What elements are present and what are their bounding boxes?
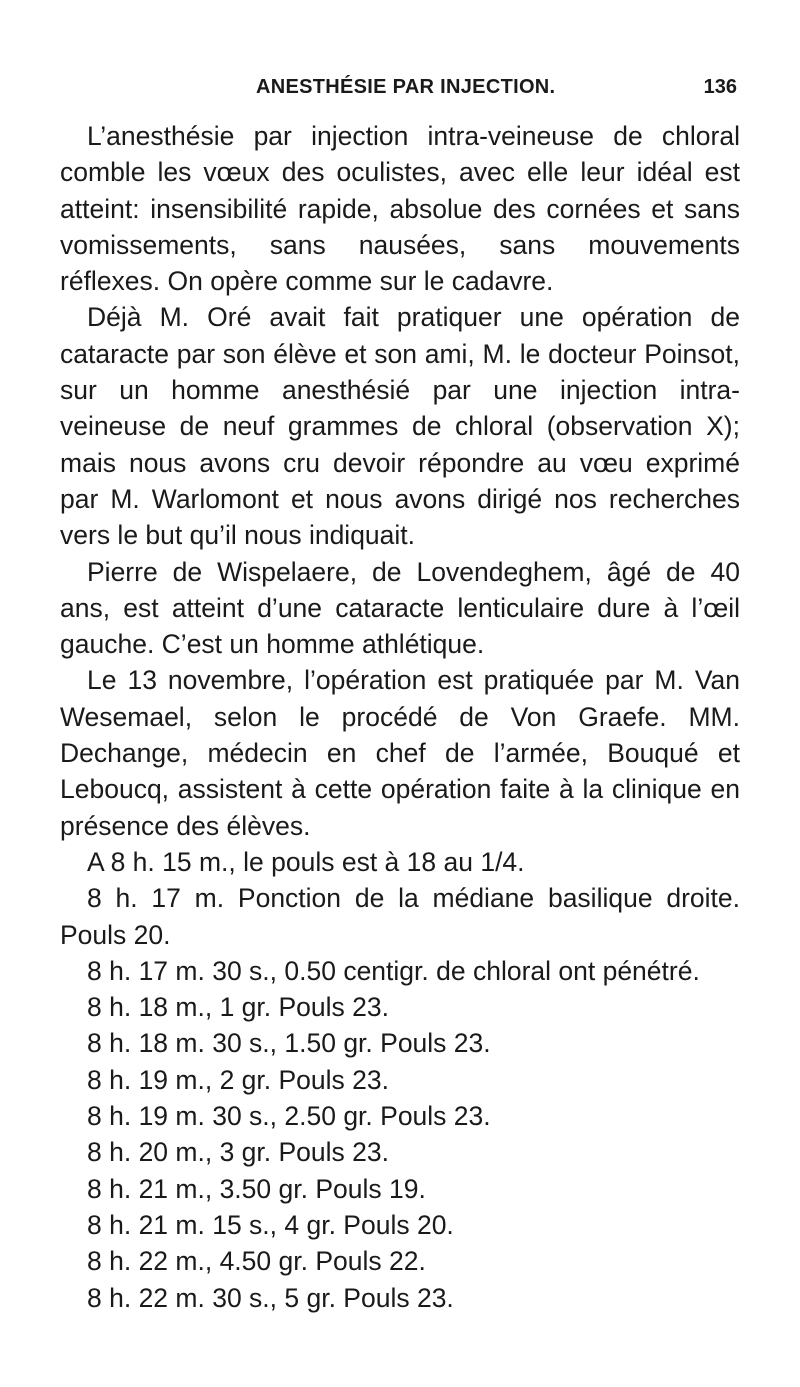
paragraph: A 8 h. 15 m., le pouls est à 18 au 1/4. [87,846,525,877]
log-entry: 8 h. 21 m., 3.50 gr. Pouls 19. [87,1173,426,1204]
log-entry: 8 h. 21 m. 15 s., 4 gr. Pouls 20. [87,1209,454,1240]
paragraph: Déjà M. Oré avait fait pratiquer une opération de cataracte par son élève et son ami, M. le docteur Poinsot, sur un homme anesthésié par une injection intra-veineuse de neuf grammes de chloral (observation X); mais nous avons cru devoir répondre au vœu exprimé par M. Warlomont et nous avons dirigé nos recherches vers le but qu’il nous indiquait. [60,302,740,551]
paragraph: Le 13 novembre, l’opération est pratiquée par M. Van Wesemael, selon le procédé de Von Graefe. MM. Dechange, médecin en chef de l’armée, Bouqué et Leboucq, assistent à cette opération faite à la clinique en présence des élèves. [60,665,740,841]
log-entry: 8 h. 20 m., 3 gr. Pouls 23. [87,1137,389,1168]
log-entry: 8 h. 22 m., 4.50 gr. Pouls 22. [87,1246,426,1277]
running-header [0,76,800,106]
page-body [60,118,740,1316]
log-entry: 8 h. 18 m. 30 s., 1.50 gr. Pouls 23. [87,1028,491,1059]
log-entry: 8 h. 18 m., 1 gr. Pouls 23. [87,992,389,1023]
header-title: ANESTHÉSIE PAR INJECTION. [256,76,556,98]
log-entry: 8 h. 17 m. 30 s., 0.50 centigr. de chloral ont pénétré. [87,955,700,986]
log-entry: 8 h. 19 m. 30 s., 2.50 gr. Pouls 23. [87,1101,491,1132]
paragraph: 8 h. 17 m. Ponction de la médiane basilique droite. Pouls 20. [60,883,740,950]
log-entry: 8 h. 19 m., 2 gr. Pouls 23. [87,1064,389,1095]
paragraph: Pierre de Wispelaere, de Lovendeghem, âgé de 40 ans, est atteint d’une cataracte lenticulaire dure à l’œil gauche. C’est un homme athlétique. [60,556,740,660]
page-number: 136 [703,76,737,98]
paragraph: L’anesthésie par injection intra-veineuse de chloral comble les vœux des oculistes, avec elle leur idéal est atteint: insensibilité rapide, absolue des cornées et sans vomissements, sans nausées, sans mouvements réflexes. On opère comme sur le cadavre. [60,121,740,297]
observation-log [60,953,740,1316]
log-entry: 8 h. 22 m. 30 s., 5 gr. Pouls 23. [87,1282,454,1313]
